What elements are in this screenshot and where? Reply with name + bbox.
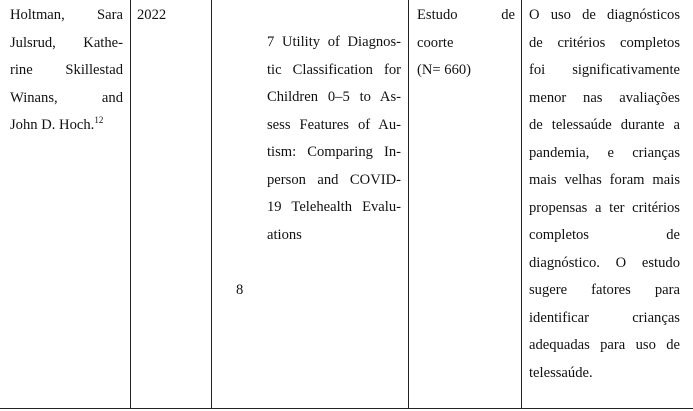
title-line: ations xyxy=(267,226,302,243)
results-cell xyxy=(529,2,680,387)
title-line: 7 Utility of Diagnos- xyxy=(267,34,401,50)
sample-size: (N= 660) xyxy=(417,62,472,78)
design-cell xyxy=(417,2,515,85)
authors-cell xyxy=(10,2,123,140)
result-line: O uso de diagnósticos xyxy=(529,7,680,23)
result-line: pandemia, e crianças xyxy=(529,144,680,161)
design-line: coorte xyxy=(417,34,454,51)
result-line: foi significativamente xyxy=(529,62,680,78)
title-line: sess Features of Au- xyxy=(267,116,401,133)
authors-last: John D. Hoch. xyxy=(10,117,95,133)
authors-line: rine Skillestad xyxy=(10,62,123,78)
title-line: tism: Comparing In- xyxy=(267,144,401,160)
result-line: diagnóstico. O estudo xyxy=(529,254,680,271)
title-line: person and COVID- xyxy=(267,171,401,188)
result-line: mais velhas foram mais xyxy=(529,172,680,188)
column-divider xyxy=(211,0,212,408)
result-line: de critérios completos xyxy=(529,34,680,51)
result-line: identificar crianças xyxy=(529,309,680,326)
column-divider xyxy=(130,0,131,408)
authors-line: Holtman, Sara xyxy=(10,7,123,23)
title-line: Children 0–5 to As- xyxy=(267,89,401,105)
authors-line xyxy=(10,112,123,140)
title-line: 19 Telehealth Evalu- xyxy=(267,199,401,215)
reference-number: 12 xyxy=(94,115,104,125)
column-divider xyxy=(521,0,522,408)
number-cell xyxy=(236,277,243,305)
row-bottom-border xyxy=(0,408,693,409)
authors-line: Julsrud, Kathe- xyxy=(10,34,123,51)
year-value: 2022 xyxy=(137,7,167,23)
result-line: adequadas para uso de xyxy=(529,337,680,353)
title-cell xyxy=(267,29,401,249)
result-line: telessaúde. xyxy=(529,364,593,381)
result-line: de telessaúde durante a xyxy=(529,117,680,133)
result-line: menor nas avaliações xyxy=(529,89,680,106)
result-line: completos de xyxy=(529,227,680,243)
result-line: sugere fatores para xyxy=(529,282,680,298)
number-value: 8 xyxy=(236,282,244,298)
result-line: propensas a ter critérios xyxy=(529,199,680,216)
design-line: Estudo de xyxy=(417,7,515,23)
authors-line: Winans, and xyxy=(10,89,123,106)
column-divider xyxy=(408,0,409,408)
title-line: tic Classification for xyxy=(267,61,401,78)
year-cell xyxy=(137,2,166,30)
